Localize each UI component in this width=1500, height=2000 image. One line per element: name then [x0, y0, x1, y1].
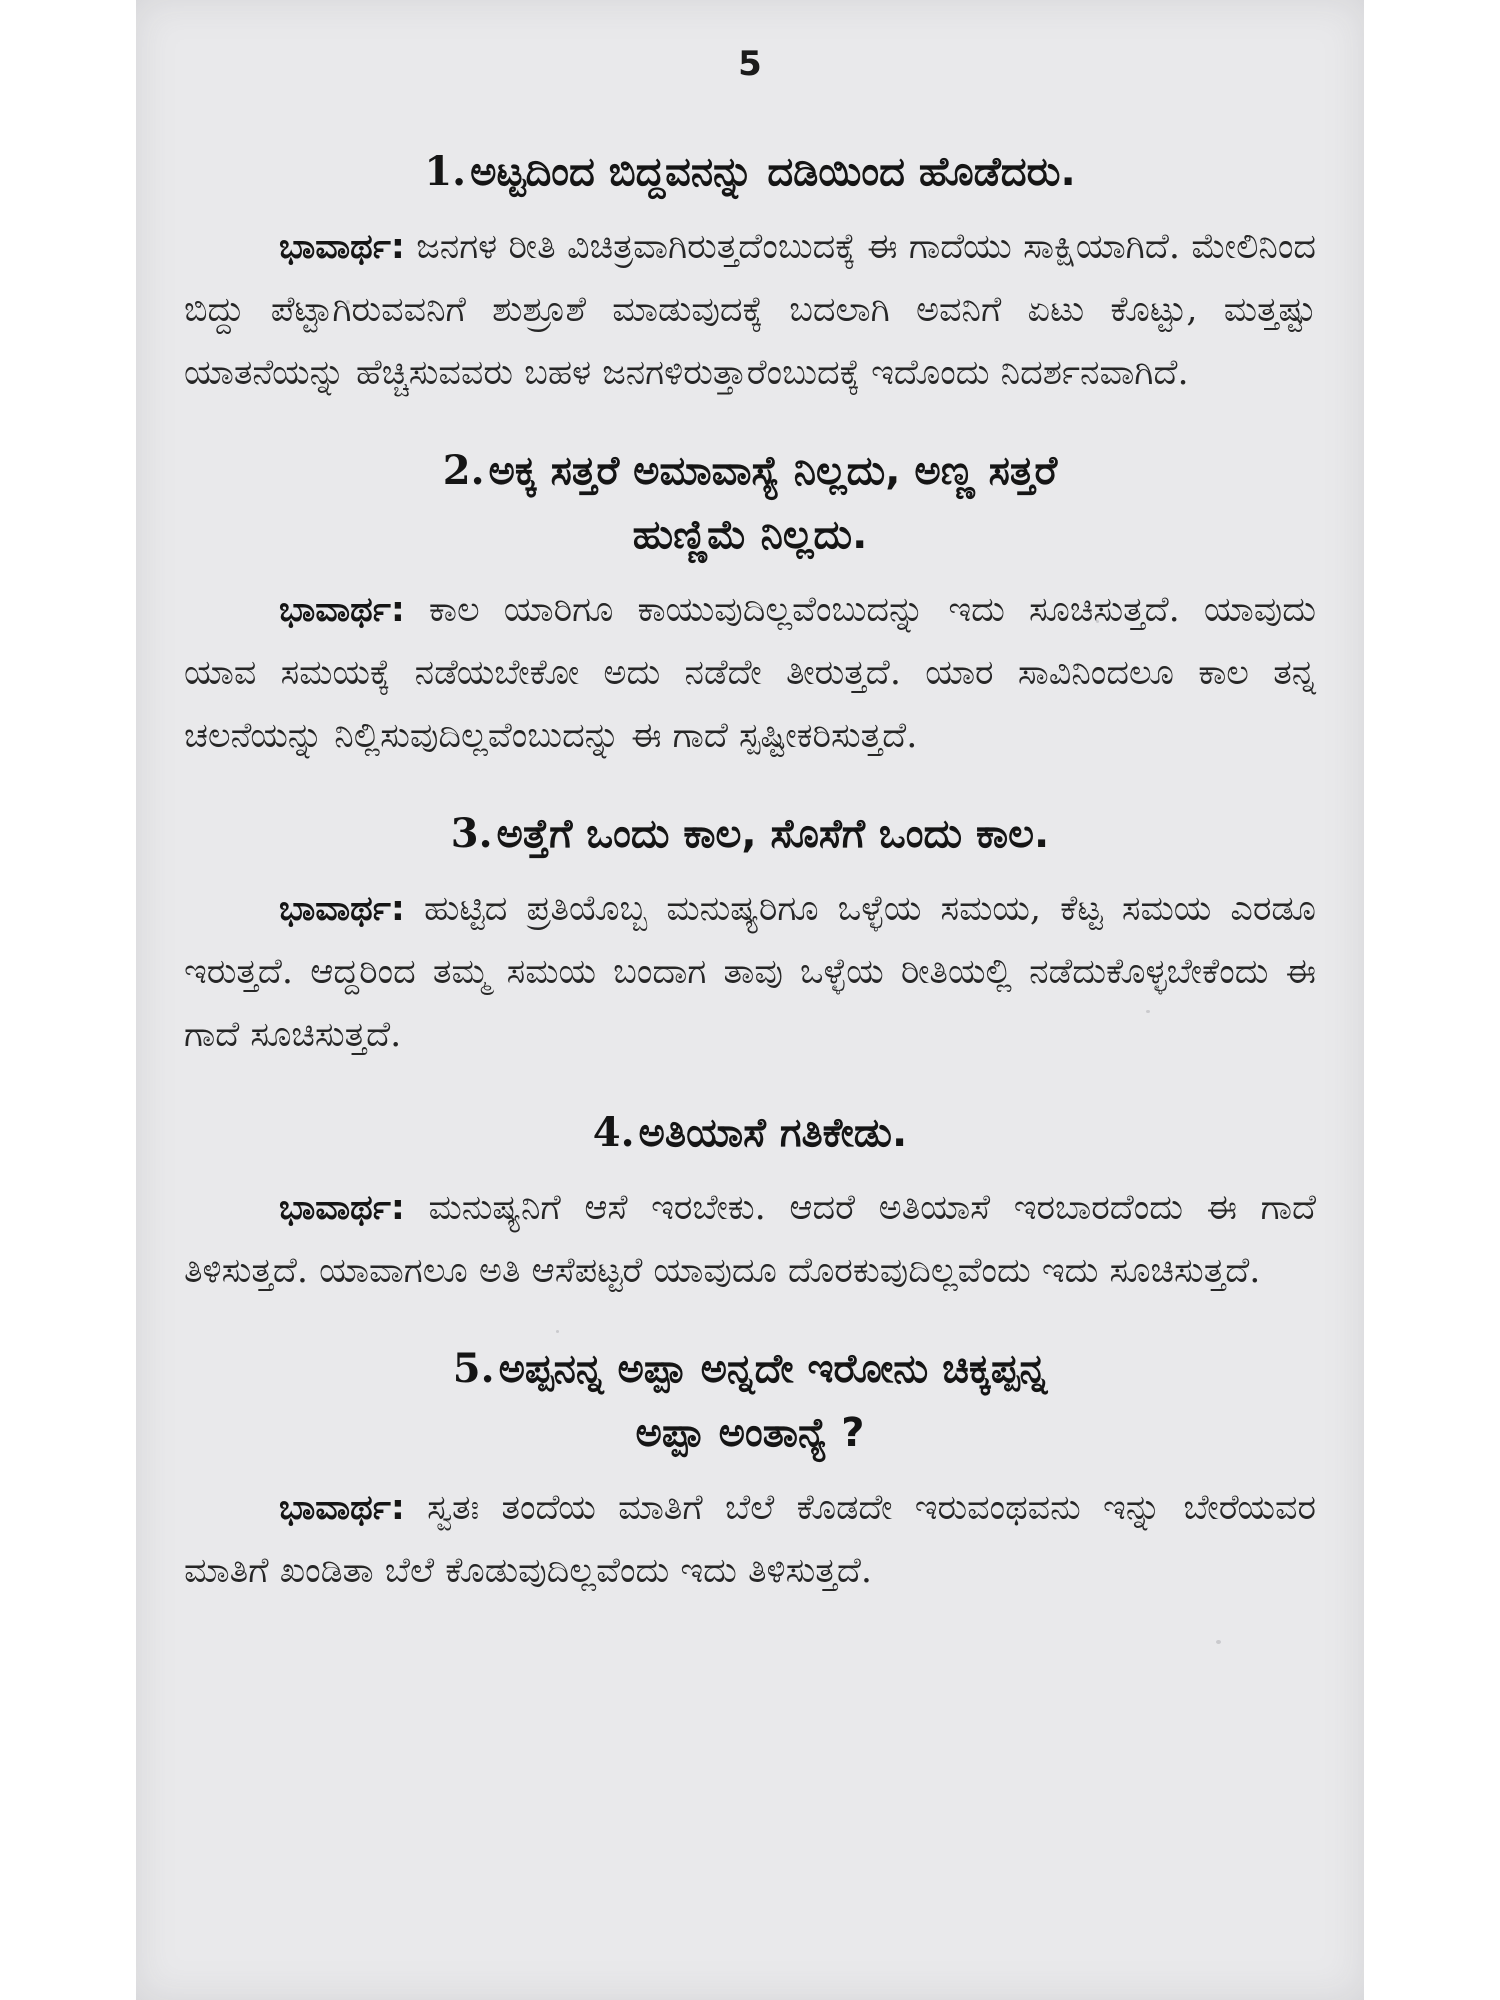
meaning-label: ಭಾವಾರ್ಥ:	[279, 590, 405, 630]
meaning-label: ಭಾವಾರ್ಥ:	[279, 227, 405, 267]
proverb-meaning	[184, 878, 1316, 1067]
proverb-number: 1.	[424, 148, 467, 195]
proverb-entry	[184, 140, 1316, 405]
proverb-number: 3.	[450, 810, 493, 857]
meaning-text: ಹುಟ್ಟಿದ ಪ್ರತಿಯೊಬ್ಬ ಮನುಷ್ಯರಿಗೂ ಒಳ್ಳೆಯ ಸಮಯ, ಕೆಟ್ಟ ಸಮಯ ಎರಡೂ ಇರುತ್ತದೆ. ಆದ್ದರಿಂದ ತಮ್ಮ ಸಮಯ ಬಂದಾಗ ತಾವು ಒಳ್ಳೆಯ ರೀತಿಯಲ್ಲಿ ನಡೆದುಕೊಳ್ಳಬೇಕೆಂದು ಈ ಗಾದೆ ಸೂಚಿಸುತ್ತದೆ.	[184, 889, 1316, 1055]
proverb-title-line: ಅಕ್ಕ ಸತ್ತರೆ ಅಮಾವಾಸ್ಯೆ ನಿಲ್ಲದು, ಅಣ್ಣ ಸತ್ತರೆ	[488, 448, 1058, 494]
proverb-title-line: ಅತಿಯಾಸೆ ಗತಿಕೇಡು.	[638, 1110, 908, 1156]
proverb-title	[184, 439, 1316, 567]
proverb-meaning	[184, 216, 1316, 405]
proverb-title-line: ಅತ್ತೆಗೆ ಒಂದು ಕಾಲ, ಸೊಸೆಗೆ ಒಂದು ಕಾಲ.	[496, 811, 1050, 857]
meaning-text: ಸ್ವತಃ ತಂದೆಯ ಮಾತಿಗೆ ಬೆಲೆ ಕೊಡದೇ ಇರುವಂಥವನು ಇನ್ನು ಬೇರೆಯವರ ಮಾತಿಗೆ ಖಂಡಿತಾ ಬೆಲೆ ಕೊಡುವುದಿಲ್ಲವೆಂದು ಇದು ತಿಳಿಸುತ್ತದೆ.	[184, 1488, 1316, 1591]
proverb-title	[184, 1337, 1316, 1465]
proverb-number: 5.	[452, 1345, 495, 1392]
book-page	[136, 0, 1364, 2000]
meaning-label: ಭಾವಾರ್ಥ:	[279, 889, 405, 929]
proverb-title	[184, 1101, 1316, 1165]
proverb-entry	[184, 1337, 1316, 1603]
proverb-entry	[184, 1101, 1316, 1303]
proverb-meaning	[184, 1477, 1316, 1603]
meaning-text: ಜನಗಳ ರೀತಿ ವಿಚಿತ್ರವಾಗಿರುತ್ತದೆಂಬುದಕ್ಕೆ ಈ ಗಾದೆಯು ಸಾಕ್ಷಿಯಾಗಿದೆ. ಮೇಲಿನಿಂದ ಬಿದ್ದು ಪೆಟ್ಟಾಗಿರುವವನಿಗೆ ಶುಶ್ರೂಶೆ ಮಾಡುವುದಕ್ಕೆ ಬದಲಾಗಿ ಅವನಿಗೆ ಏಟು ಕೊಟ್ಟು, ಮತ್ತಷ್ಟು ಯಾತನೆಯನ್ನು ಹೆಚ್ಚಿಸುವವರು ಬಹಳ ಜನಗಳಿರುತ್ತಾರೆಂಬುದಕ್ಕೆ ಇದೊಂದು ನಿದರ್ಶನವಾಗಿದೆ.	[184, 227, 1316, 393]
paper-speck	[1216, 1640, 1221, 1644]
meaning-label: ಭಾವಾರ್ಥ:	[279, 1488, 405, 1528]
proverb-title-line: ಅಪ್ಪಾ ಅಂತಾನ್ಯೆ ?	[635, 1410, 865, 1456]
proverb-title-line: ಅಪ್ಪನನ್ನ ಅಪ್ಪಾ ಅನ್ನದೇ ಇರೋನು ಚಿಕ್ಕಪ್ಪನ್ನ	[498, 1346, 1048, 1392]
proverb-number: 2.	[442, 447, 485, 494]
meaning-text: ಮನುಷ್ಯನಿಗೆ ಆಸೆ ಇರಬೇಕು. ಆದರೆ ಅತಿಯಾಸೆ ಇರಬಾರದೆಂದು ಈ ಗಾದೆ ತಿಳಿಸುತ್ತದೆ. ಯಾವಾಗಲೂ ಅತಿ ಆಸೆಪಟ್ಟರೆ ಯಾವುದೂ ದೊರಕುವುದಿಲ್ಲವೆಂದು ಇದು ಸೂಚಿಸುತ್ತದೆ.	[184, 1188, 1316, 1291]
proverb-list	[184, 140, 1316, 1637]
page-number: 5	[738, 44, 762, 84]
proverb-title	[184, 802, 1316, 866]
proverb-title-line: ಅಟ್ಟದಿಂದ ಬಿದ್ದವನನ್ನು ದಡಿಯಿಂದ ಹೊಡೆದರು.	[470, 149, 1076, 195]
meaning-text: ಕಾಲ ಯಾರಿಗೂ ಕಾಯುವುದಿಲ್ಲವೆಂಬುದನ್ನು ಇದು ಸೂಚಿಸುತ್ತದೆ. ಯಾವುದು ಯಾವ ಸಮಯಕ್ಕೆ ನಡೆಯಬೇಕೋ ಅದು ನಡೆದೇ ತೀರುತ್ತದೆ. ಯಾರ ಸಾವಿನಿಂದಲೂ ಕಾಲ ತನ್ನ ಚಲನೆಯನ್ನು ನಿಲ್ಲಿಸುವುದಿಲ್ಲವೆಂಬುದನ್ನು ಈ ಗಾದೆ ಸ್ಪಷ್ಟೀಕರಿಸುತ್ತದೆ.	[184, 590, 1316, 756]
proverb-title	[184, 140, 1316, 204]
meaning-label: ಭಾವಾರ್ಥ:	[279, 1188, 405, 1228]
proverb-meaning	[184, 579, 1316, 768]
proverb-number: 4.	[592, 1109, 635, 1156]
proverb-meaning	[184, 1177, 1316, 1303]
proverb-title-line: ಹುಣ್ಣಿಮೆ ನಿಲ್ಲದು.	[632, 512, 868, 558]
proverb-entry	[184, 802, 1316, 1067]
proverb-entry	[184, 439, 1316, 768]
